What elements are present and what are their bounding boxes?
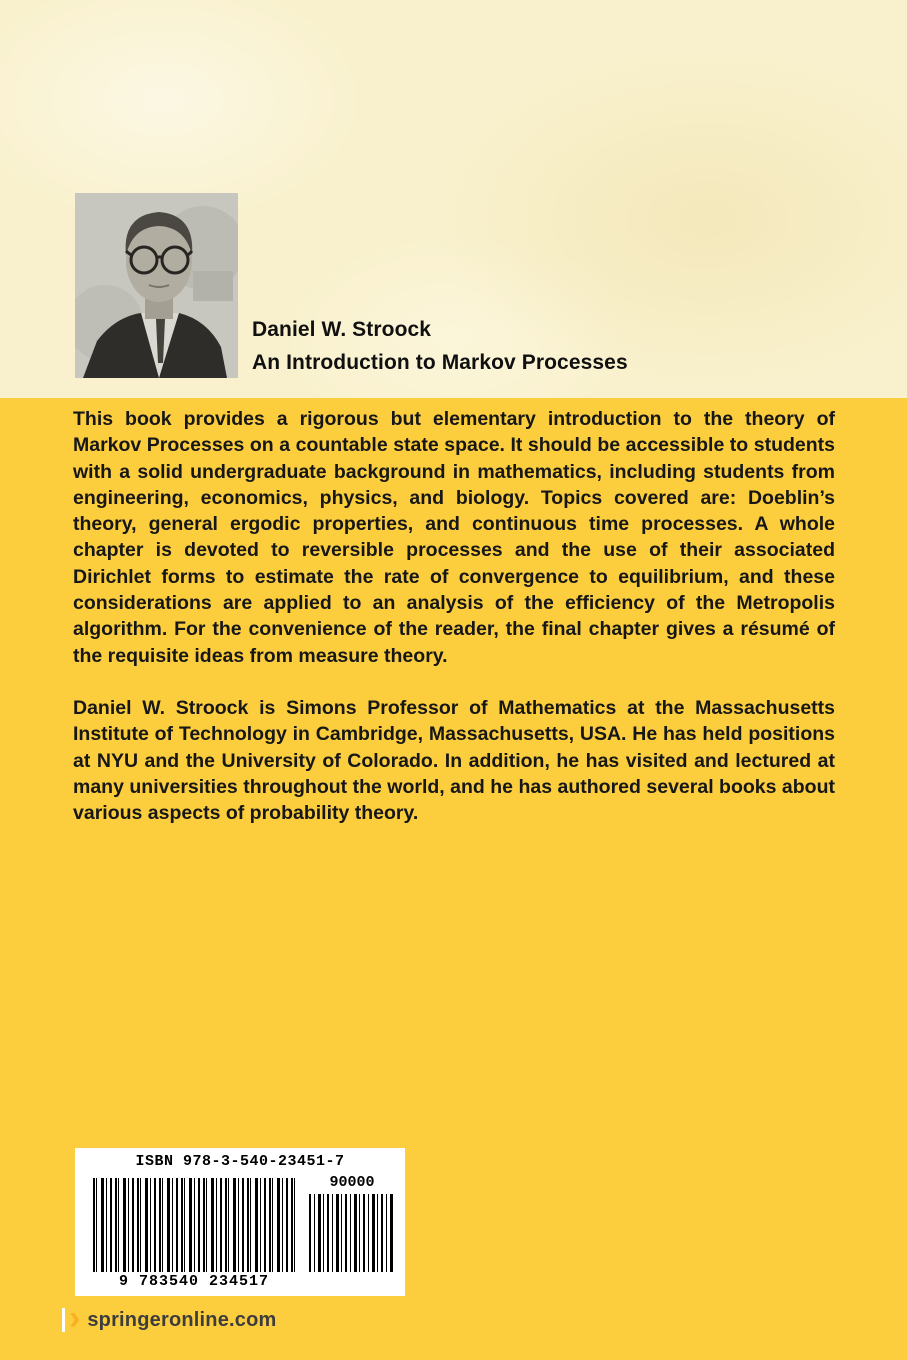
back-cover-text	[73, 406, 835, 852]
barcode-box	[75, 1148, 405, 1296]
addon-barcode	[309, 1194, 395, 1272]
author-bio-paragraph: Daniel W. Stroock is Simons Professor of Mathematics at the Massachusetts Institute of Technology in Cambridge, Massachusetts, USA. He has held positions at NYU and the University of Colorado. In addition, he has visited and lectured at many universities throughout the world, and he has authored several books about various aspects of probability theory.	[73, 696, 835, 825]
author-photo	[75, 193, 238, 378]
title-block	[252, 313, 628, 379]
footer-divider	[62, 1308, 65, 1332]
book-title: An Introduction to Markov Processes	[252, 351, 628, 374]
publisher-url: springeronline.com	[87, 1308, 277, 1331]
barcode-addon-code: 90000	[329, 1174, 375, 1191]
isbn-label: ISBN 978-3-540-23451-7	[135, 1153, 345, 1170]
author-name: Daniel W. Stroock	[252, 318, 432, 341]
ean-barcode	[93, 1178, 295, 1272]
springer-chevron-icon: ›	[69, 1299, 81, 1337]
description-paragraph: This book provides a rigorous but elementary introduction to the theory of Markov Processes on a countable state space. It should be accessible to students with a solid undergraduate background in mathematics, including students from engineering, economics, physics, and biology. Topics covered are: Doeblin’s theory, general ergodic properties, and continuous time processes. A whole chapter is devoted to reversible processes and the use of their associated Dirichlet forms to estimate the rate of convergence to equilibrium, and these considerations are applied to an analysis of the efficiency of the Metropolis algorithm. For the convenience of the reader, the final chapter gives a résumé of the requisite ideas from measure theory.	[73, 408, 835, 667]
barcode-digits: 9 783540 234517	[85, 1273, 303, 1290]
publisher-footer	[62, 1299, 277, 1338]
top-cream-band	[0, 0, 907, 398]
